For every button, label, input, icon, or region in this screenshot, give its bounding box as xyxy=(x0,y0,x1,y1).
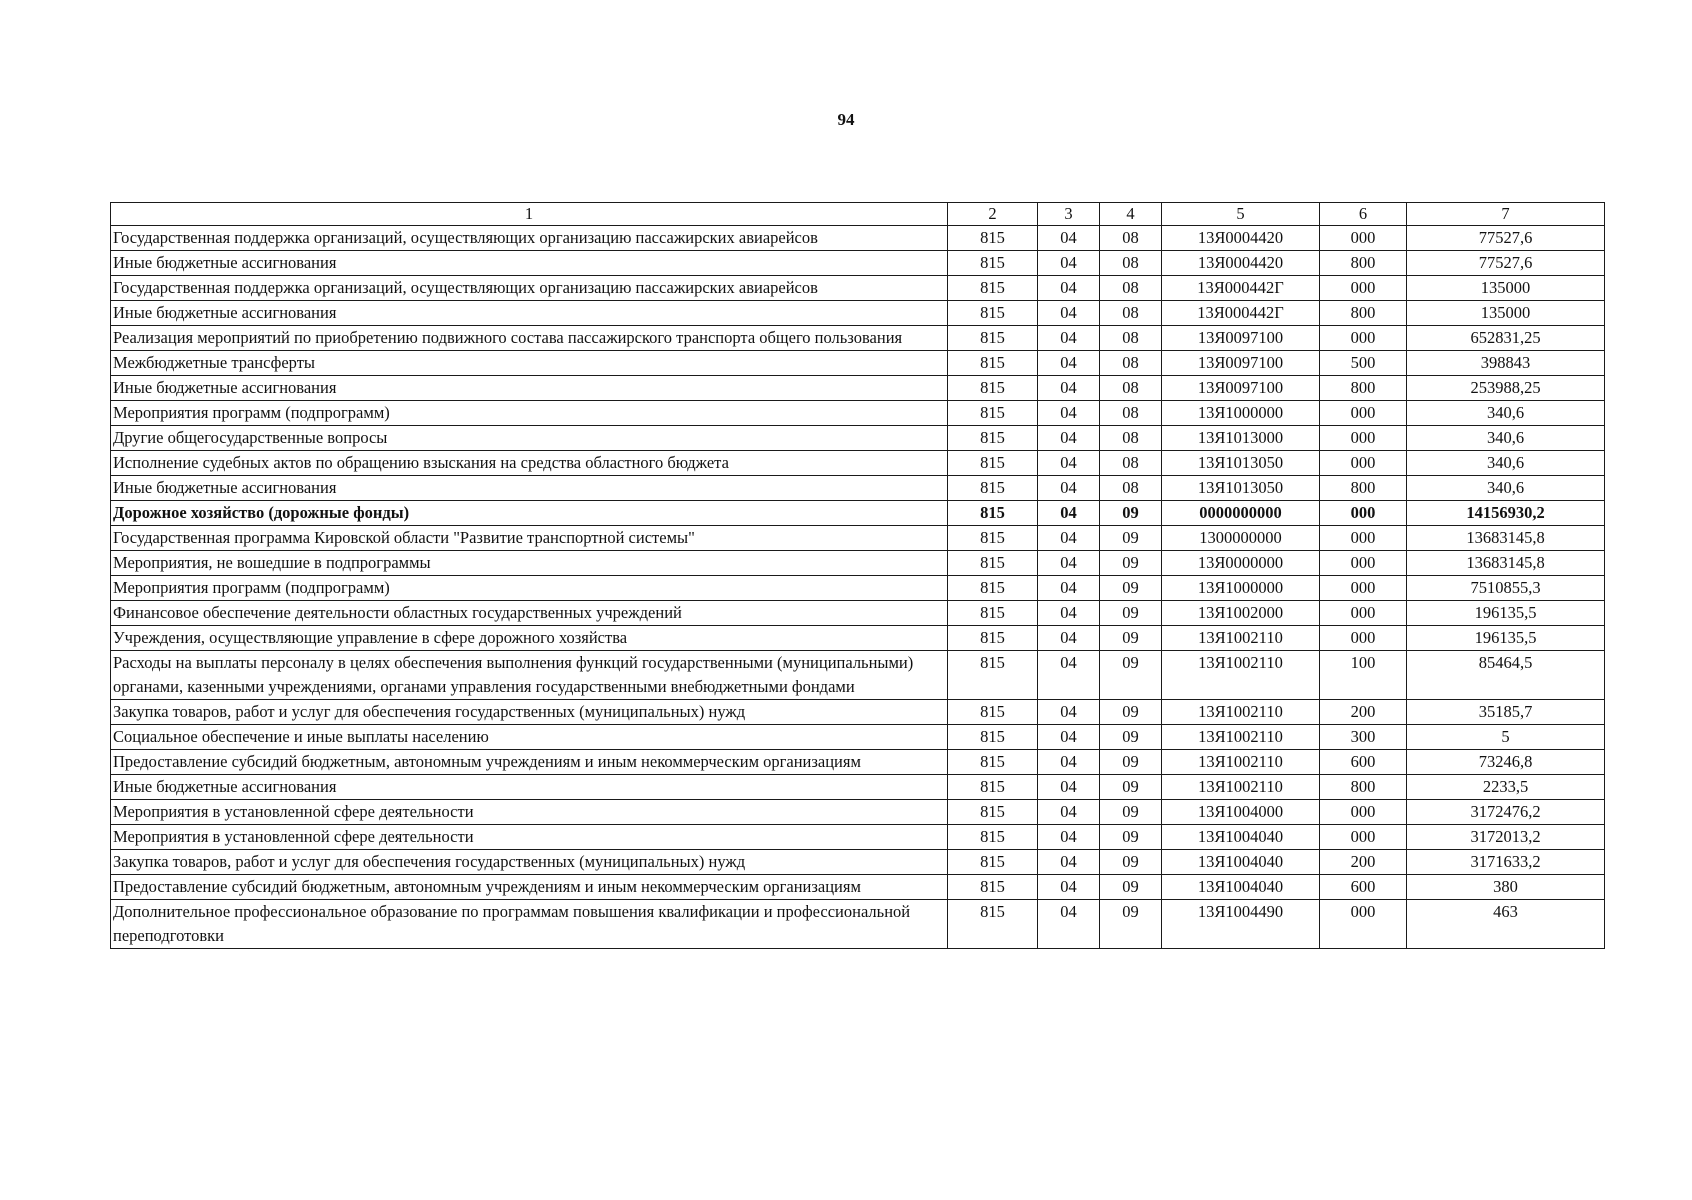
table-body xyxy=(111,226,1605,949)
row-subsection-cell: 09 xyxy=(1100,825,1162,850)
row-code-cell: 815 xyxy=(948,426,1038,451)
row-code-cell: 815 xyxy=(948,626,1038,651)
row-name-cell: Иные бюджетные ассигнования xyxy=(111,301,948,326)
row-subsection-cell: 08 xyxy=(1100,251,1162,276)
row-section-cell: 04 xyxy=(1038,700,1100,725)
row-target-article-cell: 13Я0097100 xyxy=(1162,351,1320,376)
row-section-cell: 04 xyxy=(1038,900,1100,949)
row-amount-cell: 3172013,2 xyxy=(1407,825,1605,850)
row-name-cell: Другие общегосударственные вопросы xyxy=(111,426,948,451)
row-expense-type-cell: 800 xyxy=(1320,251,1407,276)
row-name-cell: Мероприятия в установленной сфере деятельности xyxy=(111,800,948,825)
row-subsection-cell: 08 xyxy=(1100,401,1162,426)
row-section-cell: 04 xyxy=(1038,725,1100,750)
row-subsection-cell: 09 xyxy=(1100,750,1162,775)
row-expense-type-cell: 000 xyxy=(1320,601,1407,626)
table-row xyxy=(111,576,1605,601)
table-row xyxy=(111,626,1605,651)
row-section-cell: 04 xyxy=(1038,526,1100,551)
row-subsection-cell: 08 xyxy=(1100,351,1162,376)
row-code-cell: 815 xyxy=(948,725,1038,750)
row-amount-cell: 3171633,2 xyxy=(1407,850,1605,875)
row-expense-type-cell: 000 xyxy=(1320,900,1407,949)
row-expense-type-cell: 800 xyxy=(1320,301,1407,326)
row-target-article-cell: 13Я1004040 xyxy=(1162,825,1320,850)
table-row xyxy=(111,401,1605,426)
row-amount-cell: 14156930,2 xyxy=(1407,501,1605,526)
row-name-cell: Социальное обеспечение и иные выплаты населению xyxy=(111,725,948,750)
table-row xyxy=(111,451,1605,476)
row-subsection-cell: 09 xyxy=(1100,551,1162,576)
row-target-article-cell: 13Я1002110 xyxy=(1162,725,1320,750)
row-expense-type-cell: 800 xyxy=(1320,476,1407,501)
row-code-cell: 815 xyxy=(948,651,1038,700)
row-code-cell: 815 xyxy=(948,875,1038,900)
row-expense-type-cell: 100 xyxy=(1320,651,1407,700)
row-expense-type-cell: 000 xyxy=(1320,326,1407,351)
table-row xyxy=(111,251,1605,276)
row-target-article-cell: 13Я1013000 xyxy=(1162,426,1320,451)
budget-table xyxy=(110,202,1605,949)
row-name-cell: Дорожное хозяйство (дорожные фонды) xyxy=(111,501,948,526)
row-section-cell: 04 xyxy=(1038,476,1100,501)
row-subsection-cell: 09 xyxy=(1100,501,1162,526)
row-expense-type-cell: 000 xyxy=(1320,526,1407,551)
table-row xyxy=(111,476,1605,501)
header-row xyxy=(111,203,1605,226)
row-amount-cell: 3172476,2 xyxy=(1407,800,1605,825)
row-amount-cell: 73246,8 xyxy=(1407,750,1605,775)
table-row xyxy=(111,501,1605,526)
row-section-cell: 04 xyxy=(1038,825,1100,850)
row-name-cell: Мероприятия в установленной сфере деятельности xyxy=(111,825,948,850)
table-row xyxy=(111,426,1605,451)
row-amount-cell: 398843 xyxy=(1407,351,1605,376)
row-name-cell: Иные бюджетные ассигнования xyxy=(111,476,948,501)
row-code-cell: 815 xyxy=(948,800,1038,825)
row-name-cell: Мероприятия программ (подпрограмм) xyxy=(111,576,948,601)
row-section-cell: 04 xyxy=(1038,651,1100,700)
row-subsection-cell: 09 xyxy=(1100,651,1162,700)
table-row xyxy=(111,750,1605,775)
row-amount-cell: 340,6 xyxy=(1407,426,1605,451)
table-row xyxy=(111,725,1605,750)
row-section-cell: 04 xyxy=(1038,626,1100,651)
row-target-article-cell: 1300000000 xyxy=(1162,526,1320,551)
row-name-cell: Межбюджетные трансферты xyxy=(111,351,948,376)
row-expense-type-cell: 000 xyxy=(1320,451,1407,476)
row-section-cell: 04 xyxy=(1038,850,1100,875)
row-section-cell: 04 xyxy=(1038,401,1100,426)
row-amount-cell: 85464,5 xyxy=(1407,651,1605,700)
row-code-cell: 815 xyxy=(948,351,1038,376)
table-row xyxy=(111,651,1605,700)
row-target-article-cell: 13Я0097100 xyxy=(1162,376,1320,401)
row-expense-type-cell: 000 xyxy=(1320,501,1407,526)
row-section-cell: 04 xyxy=(1038,576,1100,601)
row-target-article-cell: 13Я1004000 xyxy=(1162,800,1320,825)
row-code-cell: 815 xyxy=(948,376,1038,401)
row-code-cell: 815 xyxy=(948,551,1038,576)
row-name-cell: Иные бюджетные ассигнования xyxy=(111,251,948,276)
row-expense-type-cell: 300 xyxy=(1320,725,1407,750)
row-code-cell: 815 xyxy=(948,501,1038,526)
row-amount-cell: 7510855,3 xyxy=(1407,576,1605,601)
row-target-article-cell: 13Я1002000 xyxy=(1162,601,1320,626)
row-section-cell: 04 xyxy=(1038,800,1100,825)
row-subsection-cell: 09 xyxy=(1100,626,1162,651)
row-amount-cell: 135000 xyxy=(1407,301,1605,326)
row-target-article-cell: 13Я000442Г xyxy=(1162,301,1320,326)
row-subsection-cell: 08 xyxy=(1100,451,1162,476)
row-code-cell: 815 xyxy=(948,700,1038,725)
row-name-cell: Дополнительное профессиональное образование по программам повышения квалификации и профессиональной переподготовки xyxy=(111,900,948,949)
table-row xyxy=(111,601,1605,626)
row-expense-type-cell: 000 xyxy=(1320,800,1407,825)
row-expense-type-cell: 800 xyxy=(1320,775,1407,800)
row-section-cell: 04 xyxy=(1038,301,1100,326)
table-row xyxy=(111,850,1605,875)
row-code-cell: 815 xyxy=(948,276,1038,301)
row-section-cell: 04 xyxy=(1038,251,1100,276)
row-expense-type-cell: 000 xyxy=(1320,426,1407,451)
table-row xyxy=(111,551,1605,576)
row-name-cell: Закупка товаров, работ и услуг для обеспечения государственных (муниципальных) нужд xyxy=(111,700,948,725)
row-expense-type-cell: 200 xyxy=(1320,850,1407,875)
row-expense-type-cell: 500 xyxy=(1320,351,1407,376)
row-section-cell: 04 xyxy=(1038,775,1100,800)
row-amount-cell: 135000 xyxy=(1407,276,1605,301)
column-header: 5 xyxy=(1162,203,1320,226)
row-section-cell: 04 xyxy=(1038,426,1100,451)
row-subsection-cell: 09 xyxy=(1100,775,1162,800)
row-code-cell: 815 xyxy=(948,576,1038,601)
row-amount-cell: 2233,5 xyxy=(1407,775,1605,800)
row-code-cell: 815 xyxy=(948,476,1038,501)
table-row xyxy=(111,301,1605,326)
row-subsection-cell: 09 xyxy=(1100,601,1162,626)
column-header: 7 xyxy=(1407,203,1605,226)
row-name-cell: Предоставление субсидий бюджетным, автономным учреждениям и иным некоммерческим организациям xyxy=(111,875,948,900)
row-target-article-cell: 13Я0000000 xyxy=(1162,551,1320,576)
row-expense-type-cell: 200 xyxy=(1320,700,1407,725)
row-subsection-cell: 08 xyxy=(1100,476,1162,501)
row-name-cell: Исполнение судебных актов по обращению взыскания на средства областного бюджета xyxy=(111,451,948,476)
row-target-article-cell: 13Я0097100 xyxy=(1162,326,1320,351)
row-subsection-cell: 08 xyxy=(1100,226,1162,251)
row-code-cell: 815 xyxy=(948,401,1038,426)
row-amount-cell: 652831,25 xyxy=(1407,326,1605,351)
row-target-article-cell: 13Я1002110 xyxy=(1162,775,1320,800)
row-amount-cell: 5 xyxy=(1407,725,1605,750)
table-row xyxy=(111,376,1605,401)
row-expense-type-cell: 600 xyxy=(1320,750,1407,775)
row-code-cell: 815 xyxy=(948,750,1038,775)
row-subsection-cell: 08 xyxy=(1100,276,1162,301)
row-name-cell: Иные бюджетные ассигнования xyxy=(111,775,948,800)
row-name-cell: Иные бюджетные ассигнования xyxy=(111,376,948,401)
row-subsection-cell: 08 xyxy=(1100,426,1162,451)
row-subsection-cell: 09 xyxy=(1100,526,1162,551)
row-target-article-cell: 13Я000442Г xyxy=(1162,276,1320,301)
row-name-cell: Расходы на выплаты персоналу в целях обеспечения выполнения функций государственными (муниципальными) органами, казенными учреждениями, органами управления государственными внебюджетными фондами xyxy=(111,651,948,700)
row-code-cell: 815 xyxy=(948,526,1038,551)
row-expense-type-cell: 000 xyxy=(1320,576,1407,601)
row-subsection-cell: 09 xyxy=(1100,875,1162,900)
row-name-cell: Мероприятия, не вошедшие в подпрограммы xyxy=(111,551,948,576)
row-amount-cell: 340,6 xyxy=(1407,401,1605,426)
table-row xyxy=(111,875,1605,900)
row-subsection-cell: 08 xyxy=(1100,301,1162,326)
row-code-cell: 815 xyxy=(948,825,1038,850)
row-target-article-cell: 13Я1004040 xyxy=(1162,875,1320,900)
row-target-article-cell: 13Я0004420 xyxy=(1162,251,1320,276)
row-target-article-cell: 13Я0004420 xyxy=(1162,226,1320,251)
row-section-cell: 04 xyxy=(1038,501,1100,526)
row-code-cell: 815 xyxy=(948,226,1038,251)
row-amount-cell: 35185,7 xyxy=(1407,700,1605,725)
row-amount-cell: 196135,5 xyxy=(1407,601,1605,626)
column-header: 6 xyxy=(1320,203,1407,226)
row-target-article-cell: 13Я1002110 xyxy=(1162,700,1320,725)
row-amount-cell: 77527,6 xyxy=(1407,251,1605,276)
row-code-cell: 815 xyxy=(948,301,1038,326)
row-name-cell: Учреждения, осуществляющие управление в сфере дорожного хозяйства xyxy=(111,626,948,651)
row-section-cell: 04 xyxy=(1038,875,1100,900)
row-code-cell: 815 xyxy=(948,900,1038,949)
row-section-cell: 04 xyxy=(1038,551,1100,576)
row-amount-cell: 196135,5 xyxy=(1407,626,1605,651)
row-expense-type-cell: 000 xyxy=(1320,551,1407,576)
row-code-cell: 815 xyxy=(948,251,1038,276)
row-section-cell: 04 xyxy=(1038,326,1100,351)
row-subsection-cell: 08 xyxy=(1100,326,1162,351)
row-subsection-cell: 08 xyxy=(1100,376,1162,401)
row-name-cell: Государственная программа Кировской области "Развитие транспортной системы" xyxy=(111,526,948,551)
row-code-cell: 815 xyxy=(948,326,1038,351)
table-row xyxy=(111,351,1605,376)
table-row xyxy=(111,326,1605,351)
row-expense-type-cell: 000 xyxy=(1320,626,1407,651)
row-expense-type-cell: 800 xyxy=(1320,376,1407,401)
row-target-article-cell: 13Я1000000 xyxy=(1162,401,1320,426)
table-row xyxy=(111,700,1605,725)
row-name-cell: Финансовое обеспечение деятельности областных государственных учреждений xyxy=(111,601,948,626)
row-subsection-cell: 09 xyxy=(1100,900,1162,949)
row-name-cell: Государственная поддержка организаций, осуществляющих организацию пассажирских авиарейсов xyxy=(111,226,948,251)
row-name-cell: Государственная поддержка организаций, осуществляющих организацию пассажирских авиарейсов xyxy=(111,276,948,301)
row-section-cell: 04 xyxy=(1038,226,1100,251)
row-amount-cell: 463 xyxy=(1407,900,1605,949)
row-expense-type-cell: 000 xyxy=(1320,226,1407,251)
row-section-cell: 04 xyxy=(1038,451,1100,476)
row-name-cell: Предоставление субсидий бюджетным, автономным учреждениям и иным некоммерческим организациям xyxy=(111,750,948,775)
row-target-article-cell: 13Я1002110 xyxy=(1162,626,1320,651)
row-target-article-cell: 13Я1004490 xyxy=(1162,900,1320,949)
row-section-cell: 04 xyxy=(1038,351,1100,376)
row-subsection-cell: 09 xyxy=(1100,576,1162,601)
row-subsection-cell: 09 xyxy=(1100,700,1162,725)
row-section-cell: 04 xyxy=(1038,376,1100,401)
row-target-article-cell: 13Я1013050 xyxy=(1162,451,1320,476)
row-name-cell: Закупка товаров, работ и услуг для обеспечения государственных (муниципальных) нужд xyxy=(111,850,948,875)
table-row xyxy=(111,526,1605,551)
table-row xyxy=(111,226,1605,251)
column-header: 4 xyxy=(1100,203,1162,226)
row-amount-cell: 77527,6 xyxy=(1407,226,1605,251)
row-name-cell: Реализация мероприятий по приобретению подвижного состава пассажирского транспорта общего пользования xyxy=(111,326,948,351)
row-subsection-cell: 09 xyxy=(1100,850,1162,875)
column-header: 1 xyxy=(111,203,948,226)
row-expense-type-cell: 000 xyxy=(1320,401,1407,426)
row-target-article-cell: 0000000000 xyxy=(1162,501,1320,526)
row-target-article-cell: 13Я1013050 xyxy=(1162,476,1320,501)
row-amount-cell: 340,6 xyxy=(1407,476,1605,501)
row-expense-type-cell: 600 xyxy=(1320,875,1407,900)
row-amount-cell: 13683145,8 xyxy=(1407,526,1605,551)
row-section-cell: 04 xyxy=(1038,750,1100,775)
row-target-article-cell: 13Я1002110 xyxy=(1162,651,1320,700)
row-target-article-cell: 13Я1004040 xyxy=(1162,850,1320,875)
row-expense-type-cell: 000 xyxy=(1320,825,1407,850)
row-amount-cell: 253988,25 xyxy=(1407,376,1605,401)
row-code-cell: 815 xyxy=(948,775,1038,800)
page-number: 94 xyxy=(837,110,855,129)
row-code-cell: 815 xyxy=(948,451,1038,476)
row-code-cell: 815 xyxy=(948,601,1038,626)
table-row xyxy=(111,900,1605,949)
row-amount-cell: 380 xyxy=(1407,875,1605,900)
row-amount-cell: 13683145,8 xyxy=(1407,551,1605,576)
row-target-article-cell: 13Я1002110 xyxy=(1162,750,1320,775)
row-name-cell: Мероприятия программ (подпрограмм) xyxy=(111,401,948,426)
row-subsection-cell: 09 xyxy=(1100,725,1162,750)
table-row xyxy=(111,825,1605,850)
column-header: 2 xyxy=(948,203,1038,226)
row-section-cell: 04 xyxy=(1038,601,1100,626)
row-target-article-cell: 13Я1000000 xyxy=(1162,576,1320,601)
row-code-cell: 815 xyxy=(948,850,1038,875)
row-subsection-cell: 09 xyxy=(1100,800,1162,825)
row-expense-type-cell: 000 xyxy=(1320,276,1407,301)
table-row xyxy=(111,276,1605,301)
row-amount-cell: 340,6 xyxy=(1407,451,1605,476)
table-row xyxy=(111,775,1605,800)
table-row xyxy=(111,800,1605,825)
row-section-cell: 04 xyxy=(1038,276,1100,301)
column-header: 3 xyxy=(1038,203,1100,226)
